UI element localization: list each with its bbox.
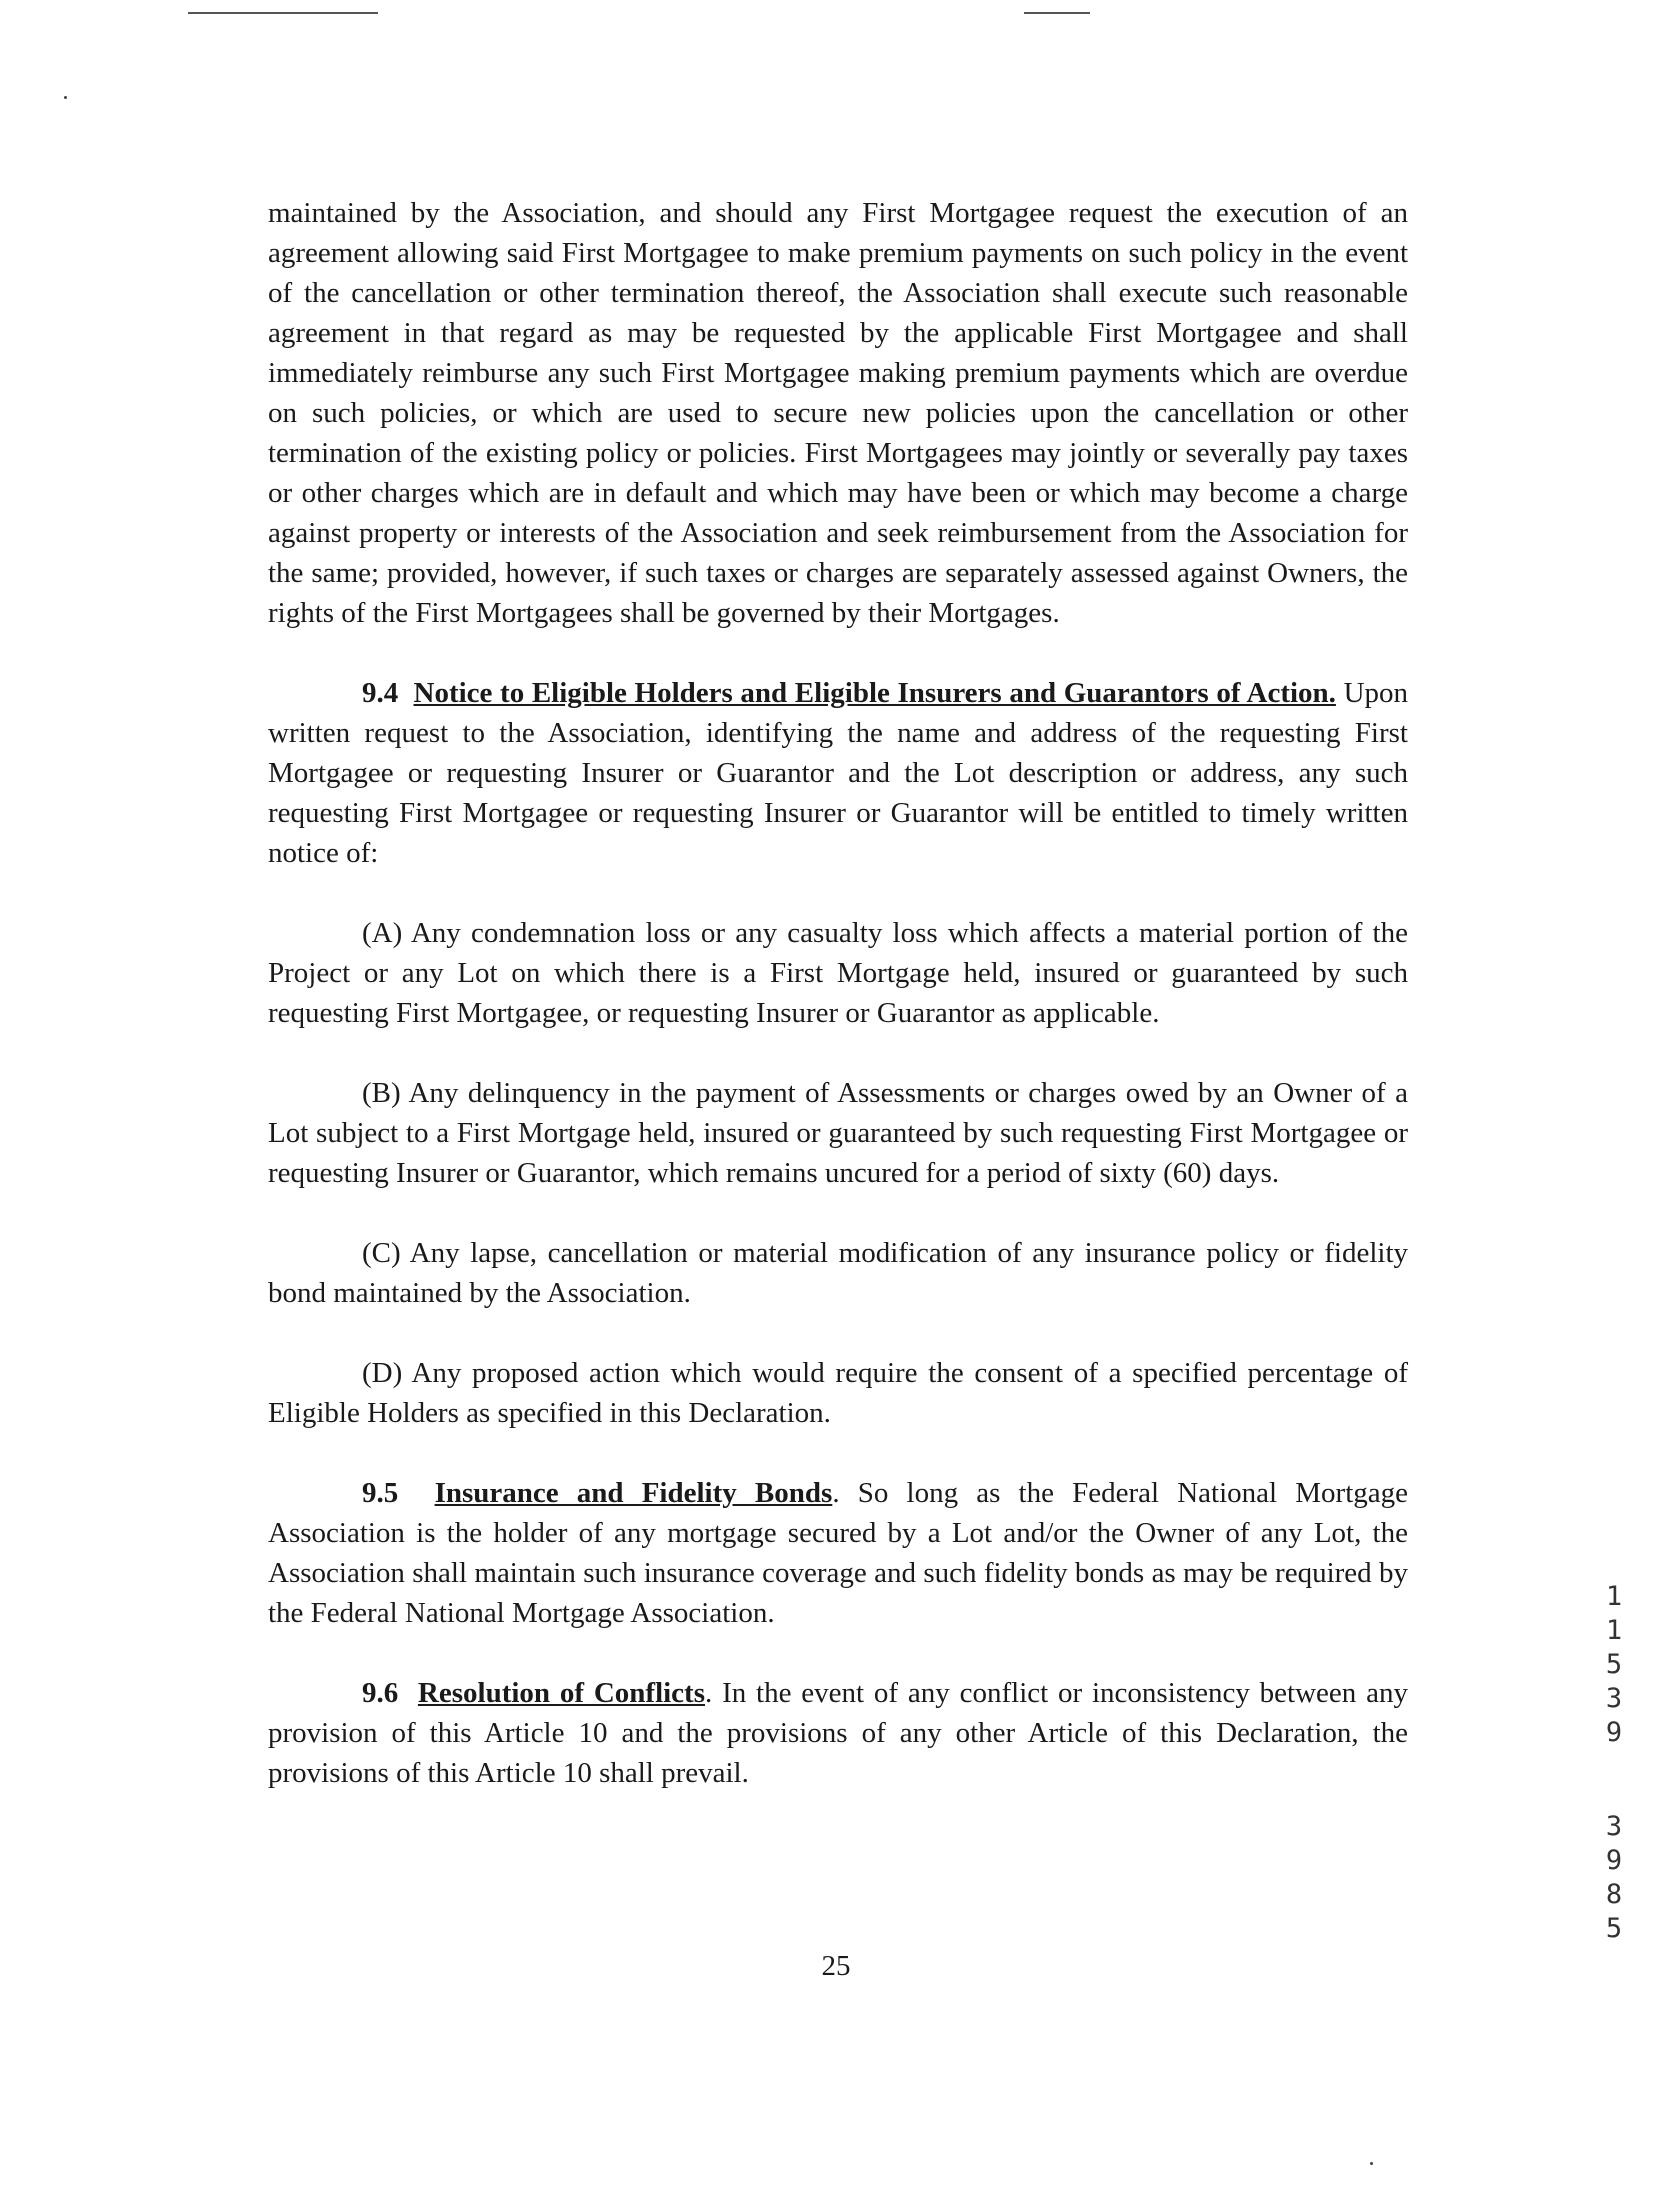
notice-item-b: (B) Any delinquency in the payment of Assessments or charges owed by an Owner of a Lot subject to a First Mortgage held, insured or guaranteed by such requesting First Mortgagee or requesting Insurer or Guarantor, which remains uncured for a period of sixty (60) days. (268, 1077, 1408, 1189)
stamp-char: 1 (1605, 1581, 1623, 1612)
top-rule-left (188, 12, 378, 14)
section-heading: Notice to Eligible Holders and Eligible Insurers and Guarantors of Action. (413, 677, 1336, 709)
stamp-char: 9 (1605, 1717, 1623, 1748)
section-number: 9.4 (362, 677, 399, 709)
notice-item-c: (C) Any lapse, cancellation or material modification of any insurance policy or fidelity bond maintained by the Association. (268, 1237, 1408, 1309)
section-9-5 (268, 1473, 1408, 1633)
document-body (268, 193, 1408, 1793)
stamp-char: 5 (1605, 1913, 1623, 1944)
scan-speck (64, 96, 67, 99)
section-heading: Resolution of Conflicts (417, 1677, 705, 1709)
stamp-char: 3 (1605, 1811, 1623, 1842)
stamp-char: 1 (1605, 1615, 1623, 1646)
stamp-char: 9 (1605, 1845, 1623, 1876)
section-9-6 (268, 1673, 1408, 1793)
section-number: 9.5 (362, 1477, 399, 1509)
continuation-paragraph: maintained by the Association, and should any First Mortgagee request the execution of an agreement allowing said First Mortgagee to make premium payments on such policy in the event of the cancellation or other termination thereof, the Association shall execute such reasonable agreement in that regard as may be requested by the applicable First Mortgagee and shall immediately reimburse any such First Mortgagee making premium payments which are overdue on such policies, or which are used to secure new policies upon the cancellation or other termination of the existing policy or policies. First Mortgagees may jointly or severally pay taxes or other charges which are in default and which may have been or which may become a charge against property or interests of the Association and seek reimbursement from the Association for the same; provided, however, if such taxes or charges are separately assessed against Owners, the rights of the First Mortgagees shall be governed by their Mortgages. (268, 197, 1408, 629)
section-text: Upon written request to the Association, identifying the name and address of the requesting First Mortgagee or requesting Insurer or Guarantor and the Lot description or address, any such requesting First Mortgagee or requesting Insurer or Guarantor will be entitled to timely written notice of: (268, 677, 1409, 869)
stamp-char: 8 (1605, 1879, 1623, 1910)
stamp-char: 5 (1605, 1649, 1623, 1680)
section-heading: Insurance and Fidelity Bonds (434, 1477, 833, 1509)
top-rule-middle (1024, 12, 1090, 14)
section-number: 9.6 (362, 1677, 399, 1709)
section-9-4 (268, 673, 1408, 873)
stamp-char: 3 (1605, 1683, 1623, 1714)
notice-item-a: (A) Any condemnation loss or any casualty loss which affects a material portion of the Project or any Lot on which there is a First Mortgage held, insured or guaranteed by such requesting First Mortgagee, or requesting Insurer or Guarantor as applicable. (268, 917, 1408, 1029)
section-text: . So long as the Federal National Mortgage Association is the holder of any mortgage secured by a Lot and/or the Owner of any Lot, the Association shall maintain such insurance coverage and such fidelity bonds as may be required by the Federal National Mortgage Association. (268, 1477, 1408, 1629)
margin-stamp (1594, 1580, 1634, 1946)
notice-item-d: (D) Any proposed action which would require the consent of a specified percentage of Eligible Holders as specified in this Declaration. (268, 1357, 1408, 1429)
scan-speck (1370, 2162, 1373, 2165)
section-text: . In the event of any conflict or inconsistency between any provision of this Article 10 and the provisions of any other Article of this Declaration, the provisions of this Article 10 shall prevail. (268, 1677, 1408, 1789)
page-number: 25 (821, 1950, 851, 1982)
